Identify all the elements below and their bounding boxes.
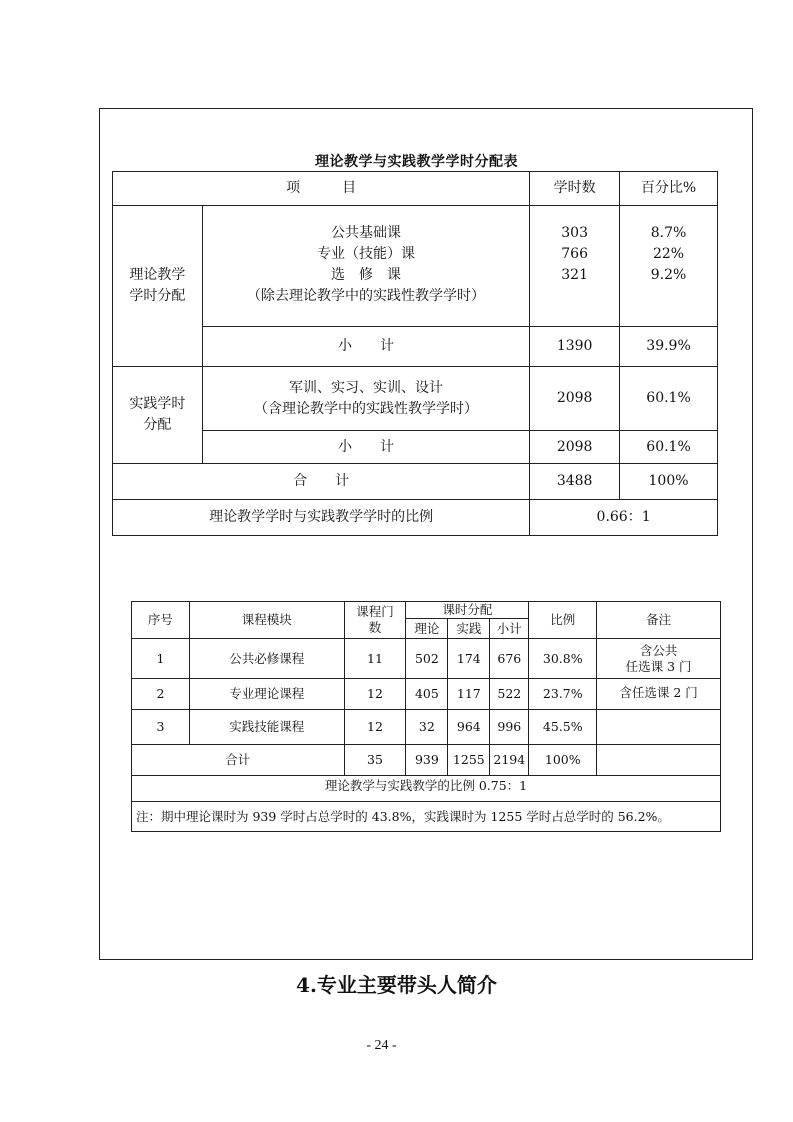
theory-row-label	[113, 206, 203, 367]
table-row	[132, 679, 721, 710]
total-subtotal: 2194	[490, 745, 529, 776]
table-note: 注：期中理论课时为 939 学时占总学时的 43.8%，实践课时为 1255 学时占总学时的 56.2%。	[132, 802, 721, 832]
t2-header-alloc: 课时分配	[406, 602, 529, 619]
t2-header-module: 课程模块	[189, 602, 344, 639]
practice-item: 军训、实习、实训、设计	[289, 379, 444, 396]
row-ratio: 45.5%	[529, 710, 597, 745]
course-module-table	[131, 601, 721, 832]
row-no: 2	[132, 679, 190, 710]
row-theory: 405	[406, 679, 448, 710]
row-module: 实践技能课程	[189, 710, 344, 745]
t2-header-remark: 备注	[597, 602, 721, 639]
row-practice: 964	[448, 710, 490, 745]
t2-header-count	[344, 602, 406, 639]
theory-percents	[620, 206, 718, 327]
theory-subtotal-hours: 1390	[530, 327, 620, 367]
practice-subtotal-hours: 2098	[530, 431, 620, 464]
total-ratio: 100%	[529, 745, 597, 776]
row-remark	[597, 639, 721, 679]
theory-percent-value: 8.7%	[650, 225, 687, 241]
hours-allocation-table	[112, 171, 718, 536]
total-label: 合计	[132, 745, 345, 776]
total-row	[132, 745, 721, 776]
row-subtotal: 522	[490, 679, 529, 710]
row-theory: 32	[406, 710, 448, 745]
t2-header-practice: 实践	[448, 619, 490, 639]
row-module: 公共必修课程	[189, 639, 344, 679]
theory-hours-value: 766	[561, 246, 588, 262]
row-remark-line1: 含公共	[639, 642, 678, 658]
row-subtotal: 676	[490, 639, 529, 679]
row-count: 11	[344, 639, 406, 679]
row-ratio: 30.8%	[529, 639, 597, 679]
row-practice: 174	[448, 639, 490, 679]
theory-item: 选 修 课	[331, 267, 402, 283]
t2-header-count-line2: 数	[368, 620, 382, 635]
total-practice: 1255	[448, 745, 490, 776]
row-module: 专业理论课程	[189, 679, 344, 710]
row-count: 12	[344, 679, 406, 710]
row-no: 1	[132, 639, 190, 679]
practice-item: （含理论教学中的实践性教学学时）	[254, 400, 479, 417]
total-theory: 939	[406, 745, 448, 776]
row-subtotal: 996	[490, 710, 529, 745]
theory-hours-value: 303	[561, 225, 588, 241]
total-count: 35	[344, 745, 406, 776]
section-title: 4.专业主要带头人简介	[296, 973, 497, 997]
header-percent: 百分比%	[620, 172, 718, 206]
ratio-label: 理论教学学时与实践教学学时的比例	[113, 500, 530, 536]
table-row	[132, 710, 721, 745]
theory-label-line1: 理论教学	[129, 267, 186, 283]
row-remark-line2: 任选课 3 门	[625, 658, 692, 674]
row-remark: 含任选课 2 门	[597, 679, 721, 710]
header-hours: 学时数	[530, 172, 620, 206]
practice-percent: 60.1%	[620, 367, 718, 431]
row-remark	[597, 710, 721, 745]
row-count: 12	[344, 710, 406, 745]
row-practice: 117	[448, 679, 490, 710]
row-no: 3	[132, 710, 190, 745]
total-remark	[597, 745, 721, 776]
theory-item: 公共基础课	[331, 225, 402, 241]
theory-percent-value: 9.2%	[650, 267, 687, 283]
page-number: - 24 -	[366, 1038, 397, 1053]
practice-label-line1: 实践学时	[129, 396, 186, 412]
total-label: 合 计	[113, 464, 530, 500]
practice-subtotal-label: 小 计	[202, 431, 529, 464]
t2-header-subtotal: 小计	[490, 619, 529, 639]
header-item: 项 目	[113, 172, 530, 206]
total-percent: 100%	[620, 464, 718, 500]
row-ratio: 23.7%	[529, 679, 597, 710]
theory-subtotal-label: 小 计	[202, 327, 529, 367]
theory-hours	[530, 206, 620, 327]
theory-percent-value: 22%	[652, 246, 685, 262]
practice-row-label	[113, 367, 203, 464]
table-row	[132, 639, 721, 679]
t2-header-ratio: 比例	[529, 602, 597, 639]
theory-item: （除去理论教学中的实践性教学学时）	[247, 288, 486, 304]
theory-item: 专业（技能）课	[317, 246, 416, 262]
theory-subtotal-percent: 39.9%	[620, 327, 718, 367]
ratio-value: 0.66：1	[530, 500, 718, 536]
t2-header-count-line1: 课程门	[356, 604, 394, 619]
total-hours: 3488	[530, 464, 620, 500]
practice-hours: 2098	[530, 367, 620, 431]
theory-items	[202, 206, 529, 327]
practice-subtotal-percent: 60.1%	[620, 431, 718, 464]
practice-items	[202, 367, 529, 431]
t2-header-theory: 理论	[406, 619, 448, 639]
table1-title: 理论教学与实践教学学时分配表	[315, 154, 518, 170]
theory-hours-value: 321	[561, 267, 588, 283]
ratio-text: 理论教学与实践教学的比例 0.75：1	[132, 776, 721, 802]
practice-label-line2: 分配	[143, 417, 172, 433]
theory-label-line2: 学时分配	[129, 288, 186, 304]
row-theory: 502	[406, 639, 448, 679]
t2-header-no: 序号	[132, 602, 190, 639]
